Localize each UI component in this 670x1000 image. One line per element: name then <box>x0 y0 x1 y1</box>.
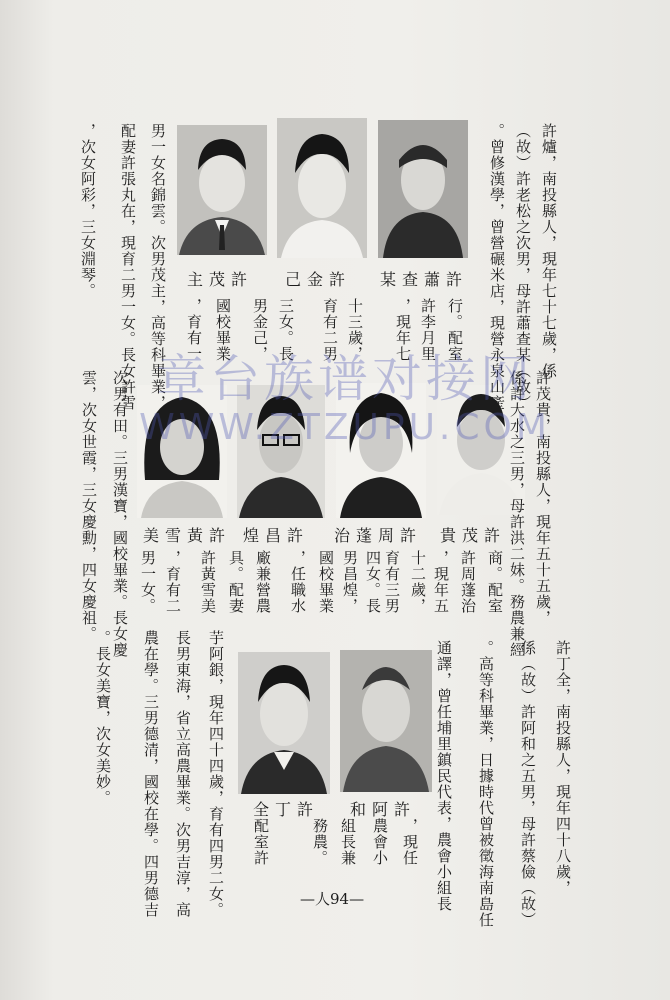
bio-xu-dingquan-line-12: 農在學。三男德清，國校在學。四男德吉 <box>142 630 160 918</box>
watermark-line-2: WWW.ZTZUPU.COM <box>139 407 551 448</box>
bio-xu-dingquan-line-3: 。高等科畢業，日據時代曾被徵海南島任 <box>477 640 495 928</box>
page-number: —人94— <box>300 890 365 908</box>
bio-xu-maogui-line-17: 次男有田。三男漢寶，國校畢業。長女慶 <box>111 370 129 658</box>
bio-xu-maogui-line-4: 許周蓬治 <box>459 550 477 614</box>
bio-xu-maogui-line-1: 許茂貴，南投縣人，現年五十五歲， <box>534 370 552 626</box>
bio-xu-maogui-line-2: 係許大水之三男，母許洪二妹。務農兼經 <box>508 370 526 658</box>
bio-xu-dingquan-line-2: 係（故）許阿和之五男，母許蔡儉（故） <box>519 640 537 928</box>
bio-xu-xun-line-1: 許爐，南投縣人，現年七十七歲，係 <box>540 123 558 379</box>
caption-xu-zhou-pengzhi: 治蓬周許 <box>334 526 423 545</box>
bio-xu-xun-line-15: ，次女阿彩，三女淵琴。 <box>79 123 97 299</box>
bio-xu-dingquan-line-11: 長男東海，省立高農畢業。次男吉淳，高 <box>174 630 192 918</box>
bio-xu-xun-line-6: ，現年七 <box>394 298 412 362</box>
bio-xu-maogui-line-5: ，現年五 <box>432 550 450 614</box>
bio-xu-dingquan-line-8: 務農。 <box>311 818 329 866</box>
bio-xu-maogui-line-14: 許黃雪美 <box>199 550 217 614</box>
bio-xu-xun-line-4: 行。配室 <box>446 298 464 362</box>
bio-xu-maogui-line-7: 育有三男 <box>383 550 401 614</box>
bio-xu-xun-line-13: 男一女名錦雲。次男茂主，高等科畢業， <box>149 123 167 411</box>
caption-xu-jinji: 己金許 <box>285 270 352 289</box>
portrait-photo-xu-maozhu <box>177 125 267 255</box>
portrait-photo-xu-zhou-pengzhi <box>336 383 426 518</box>
bio-xu-xun-line-3: 。曾修漢學，曾營碾米店，現營永泉山產 <box>488 123 506 411</box>
bio-xu-dingquan-line-5: ，現任 <box>401 818 419 866</box>
bio-xu-xun-line-14: 配妻許張丸在，現育二男一女。長女許雪 <box>119 123 137 411</box>
bio-xu-maogui-line-11: ，任職水 <box>289 550 307 614</box>
bio-xu-maogui-line-18: 雲，次女世霞，三女慶勳，四女慶祖。 <box>80 370 98 642</box>
bio-xu-dingquan-line-1: 許丁全，南投縣人，現年四十八歲， <box>554 640 572 896</box>
bio-xu-maogui-line-13: 具。配妻 <box>227 550 245 614</box>
bio-xu-maogui-line-15: ，育有二 <box>164 550 182 614</box>
bio-xu-dingquan-line-13: 。長女美寶，次女美妙。 <box>94 630 112 806</box>
caption-xu-changhuang: 煌昌許 <box>243 526 310 545</box>
bio-xu-xun-line-7: 十三歲， <box>346 298 364 362</box>
bio-xu-dingquan-line-10: 芋阿銀，現年四十四歲，育有四男二女。 <box>207 630 225 918</box>
bio-xu-maogui-line-10: 國校畢業 <box>317 550 335 614</box>
bio-xu-maogui-line-12: 廠兼營農 <box>254 550 272 614</box>
bio-xu-maogui-line-16: 男一女。 <box>139 550 157 614</box>
portrait-photo-xu-ahe <box>340 650 432 792</box>
bio-xu-dingquan-line-6: 農會小 <box>371 818 389 866</box>
portrait-photo-xu-xiao-chamou <box>378 120 468 258</box>
bio-xu-maogui-line-9: 男昌煌， <box>341 550 359 614</box>
bio-xu-xun-line-10: 男金己， <box>251 298 269 362</box>
bio-xu-xun-line-12: ，育有一 <box>185 298 203 362</box>
bio-xu-dingquan-line-7: 組長兼 <box>339 818 357 866</box>
bio-xu-maogui-line-3: 商。配室 <box>486 550 504 614</box>
portrait-photo-xu-dingquan <box>238 652 330 794</box>
bio-xu-xun-line-8: 育有二男 <box>321 298 339 362</box>
bio-xu-dingquan-line-9: 配室許 <box>252 818 270 866</box>
caption-xu-xiao-chamou: 某查蕭許 <box>380 270 469 289</box>
bio-xu-xun-line-5: 許李月里 <box>419 298 437 362</box>
bio-xu-xun-line-11: 國校畢業 <box>214 298 232 362</box>
caption-xu-ahe: 和阿許 <box>350 800 417 819</box>
portrait-photo-xu-jinji <box>277 118 367 258</box>
bio-xu-maogui-line-8: 四女。長 <box>364 550 382 614</box>
caption-xu-dingquan: 全丁許 <box>253 800 320 819</box>
portrait-photo-xu-changhuang <box>237 385 325 518</box>
caption-xu-huang-xuemei: 美雪黃許 <box>143 526 232 545</box>
bio-xu-xun-line-2: （故）許老松之次男，母許蕭查某（故） <box>514 123 532 411</box>
caption-xu-maozhu: 主茂許 <box>187 270 254 289</box>
bio-xu-maogui-line-6: 十二歲， <box>409 550 427 614</box>
bio-xu-xun-line-9: 三女。長 <box>277 298 295 362</box>
caption-xu-maogui: 貴茂許 <box>440 526 507 545</box>
bio-xu-dingquan-line-4: 通譯，曾任埔里鎮民代表，農會小組長 <box>435 640 453 912</box>
watermark-line-1: 章台族谱对接网 <box>156 350 534 408</box>
